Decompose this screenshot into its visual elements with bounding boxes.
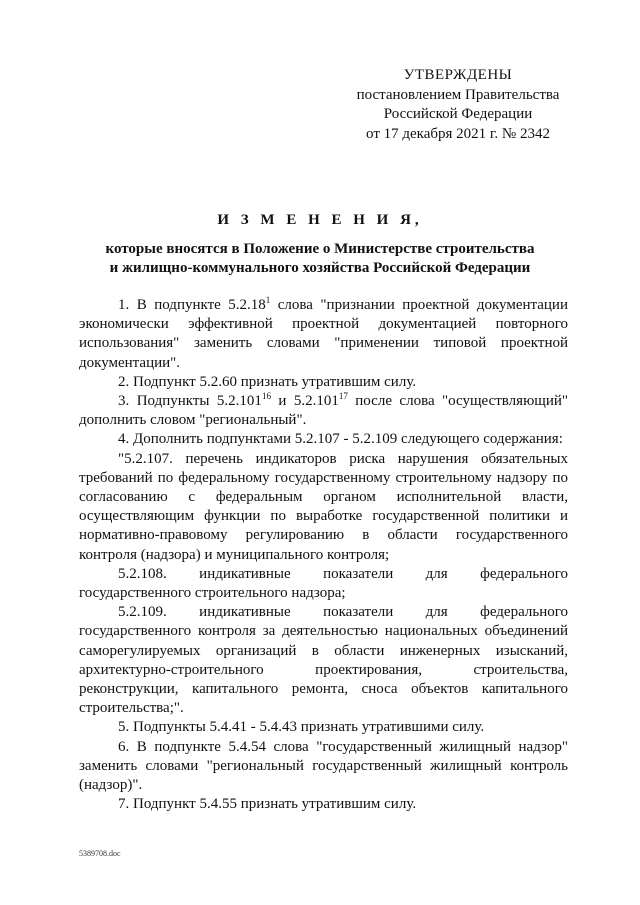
approval-line-1: постановлением Правительства xyxy=(356,86,560,103)
paragraph-7: 7. Подпункт 5.4.55 признать утратившим силу. xyxy=(118,796,417,813)
paragraph-4: 4. Дополнить подпунктами 5.2.107 - 5.2.109 следующего содержания: xyxy=(118,431,563,448)
paragraph-4-2: 5.2.108. индикативные показатели для федерального государственного строительного надзора; xyxy=(79,565,568,602)
footnote-marker: 1 xyxy=(265,295,271,305)
paragraph-1 xyxy=(79,296,568,373)
paragraph-2: 2. Подпункт 5.2.60 признать утратившим силу. xyxy=(118,373,417,390)
paragraph-3-start: 3. Подпункты 5.2.101 xyxy=(118,393,262,410)
document-subtitle xyxy=(70,240,570,278)
paragraph-4-1: "5.2.107. перечень индикаторов риска нарушения обязательных требований по федеральному государственному строительному надзору по согласованию с федеральным органом исполнительной власти, осуществляющим функции по выработке государственной политики и нормативно-правовому регулированию в области государственного контроля (надзора) и муниципального контроля; xyxy=(79,450,568,563)
paragraph-3 xyxy=(79,392,568,430)
paragraph-1-rest: слова "признании проектной документации экономически эффективной проектной документацией повторного использования" заменить словами "применении типовой проектной документации". xyxy=(79,297,568,371)
file-name-footer: 5389708.doc xyxy=(79,849,121,858)
superscript-17: 17 xyxy=(338,391,348,402)
document-body xyxy=(79,296,568,814)
approval-line-2: Российской Федерации xyxy=(383,106,533,122)
paragraph-6: 6. В подпункте 5.4.54 слова "государственный жилищный надзор" заменить словами "региональный государственный жилищный контроль (надзор)". xyxy=(79,738,568,794)
paragraph-1-start: 1. В подпункте 5.2.18 xyxy=(118,297,266,313)
subtitle-line-2: и жилищно-коммунального хозяйства Российской Федерации xyxy=(109,260,531,276)
document-title: И З М Е Н Е Н И Я, xyxy=(217,212,423,228)
approval-title: УТВЕРЖДЕНЫ xyxy=(403,67,513,83)
paragraph-4-3: 5.2.109. индикативные показатели для федерального государственного контроля за деятельностью национальных объединений саморегулируемых организаций в области инженерных изысканий, архитектурно-строительного проектирования, строительства, реконструкции, капитального ремонта, сноса объектов капитального строительства;". xyxy=(79,604,568,717)
paragraph-3-rest: после слова "осуществляющий" дополнить словом "региональный". xyxy=(79,393,568,429)
approval-line-3: от 17 декабря 2021 г. № 2342 xyxy=(366,125,550,142)
approval-block xyxy=(340,66,576,144)
subtitle-line-1: которые вносятся в Положение о Министерстве строительства xyxy=(105,241,535,257)
superscript-16: 16 xyxy=(261,391,271,402)
paragraph-5: 5. Подпункты 5.4.41 - 5.4.43 признать утратившими силу. xyxy=(118,719,485,736)
paragraph-3-mid: и 5.2.101 xyxy=(270,393,339,410)
